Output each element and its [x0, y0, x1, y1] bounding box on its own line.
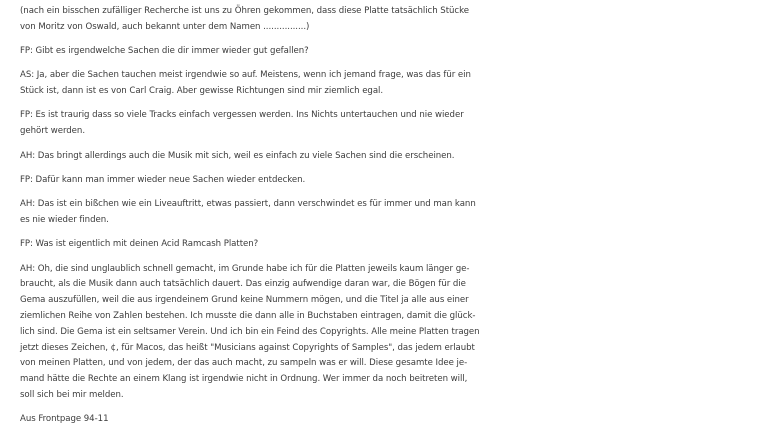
qa-paragraph: AH: Oh, die sind unglaublich schnell gemacht, im Grunde habe ich für die Platten jeweils kaum länger ge- braucht, als die Musik dann auch tatsächlich dauert. Das einzig aufwendige daran war, die Bögen für die Gema auszufüllen, weil die aus irgendeinem Grund keine Nummern mögen, und die Titel ja alle aus einer ziemlichen Reihe von Zahlen bestehen. Ich musste die dann alle in Buchstaben eintragen, damit die glück- lich sind. Die Gema ist ein seltsamer Verein. Und ich bin ein Feind des Copyrights. Alle meine Platten tragen jetzt dieses Zeichen, ¢, für Macos, das heißt "Musicians against Copyrights of Samples", das jedem erlaubt von meinen Platten, und von jedem, der das auch macht, zu sampeln was er will. Diese gesamte Idee je- mand hätte die Rechte an einem Klang ist irgendwie nicht in Ordnung. Wer immer da noch beitreten will, soll sich bei mir melden.	[20, 263, 480, 400]
qa-paragraph: AH: Das ist ein bißchen wie ein Liveauftritt, etwas passiert, dann verschwindet es für immer und man kann es nie wieder finden.	[20, 199, 476, 225]
intro-paragraph: (nach ein bisschen zufälliger Recherche ist uns zu Öhren gekommen, dass diese Platte tatsächlich Stücke von Moritz von Oswald, auch bekannt unter dem Namen ................)	[20, 6, 469, 32]
qa-paragraph: FP: Was ist eigentlich mit deinen Acid Ramcash Platten?	[20, 239, 259, 250]
qa-paragraph: FP: Es ist traurig dass so viele Tracks einfach vergessen werden. Ins Nichts untertauchen und nie wieder gehört werden.	[20, 110, 464, 137]
source-line: Aus Frontpage 94-11	[20, 414, 109, 425]
article-text	[20, 4, 505, 428]
qa-paragraph: FP: Dafür kann man immer wieder neue Sachen wieder entdecken.	[20, 174, 306, 185]
qa-paragraph: FP: Gibt es irgendwelche Sachen die dir immer wieder gut gefallen?	[20, 46, 309, 57]
qa-paragraph: AH: Das bringt allerdings auch die Musik mit sich, weil es einfach zu viele Sachen sind die erscheinen.	[20, 150, 455, 161]
qa-paragraph: AS: Ja, aber die Sachen tauchen meist irgendwie so auf. Meistens, wenn ich jemand frage, was das für ein Stück ist, dann ist es von Carl Craig. Aber gewisse Richtungen sind mir ziemlich egal.	[20, 70, 471, 97]
